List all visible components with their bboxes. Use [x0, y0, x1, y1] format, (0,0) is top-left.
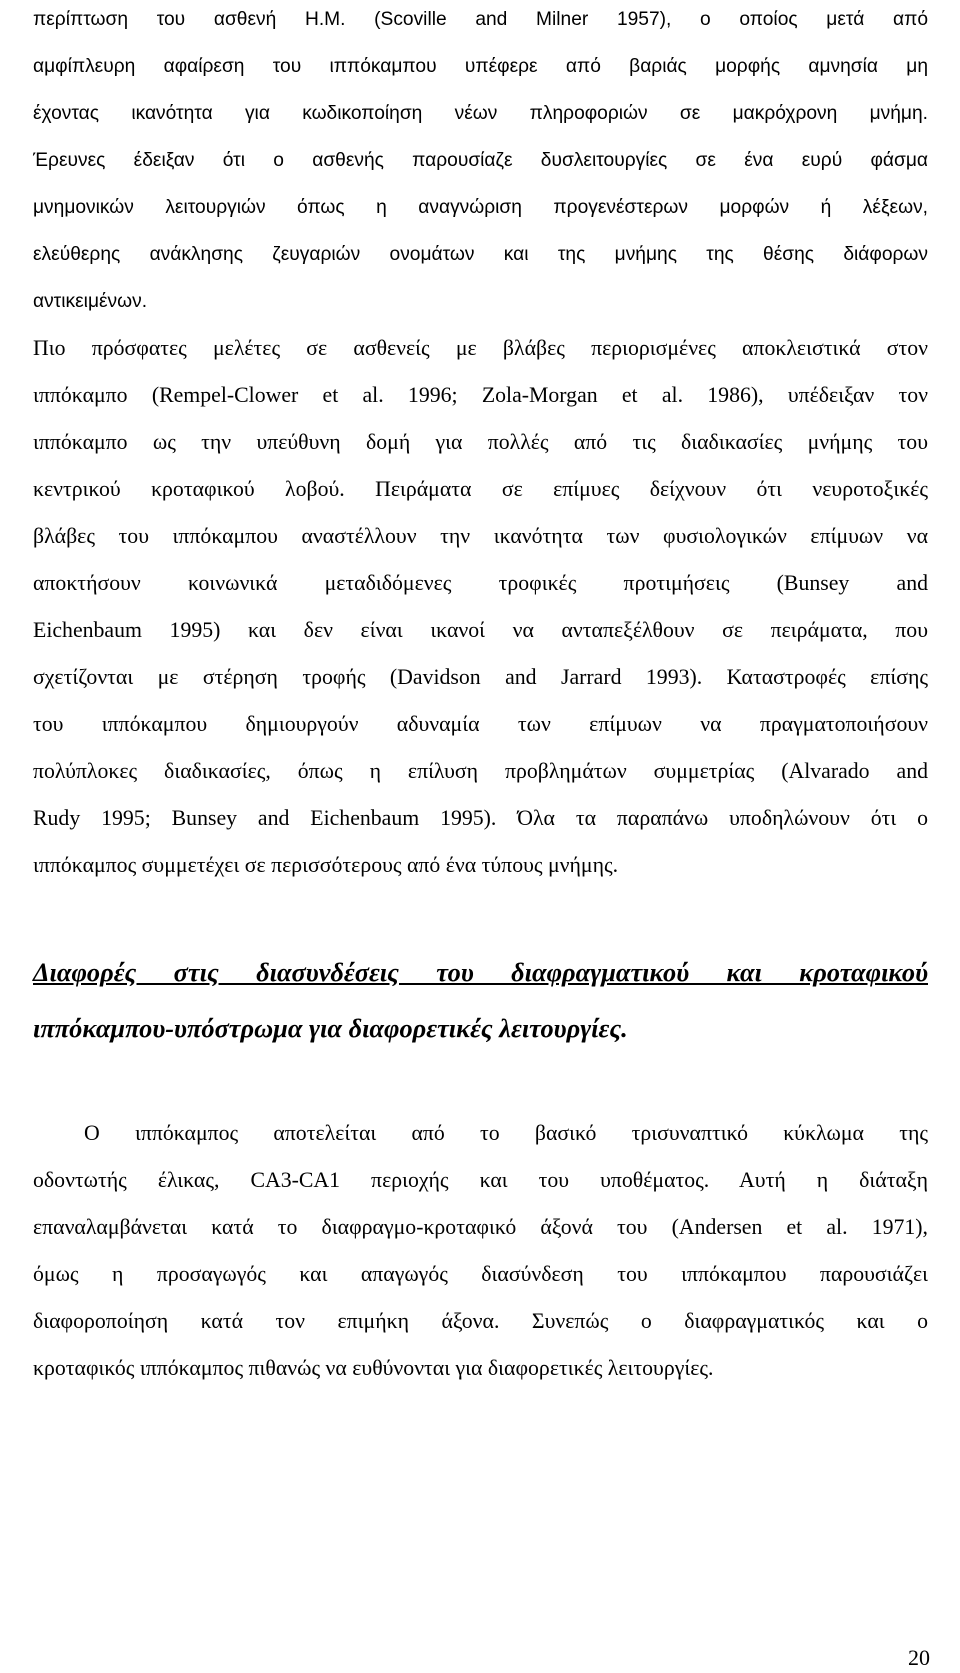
- paragraph3-line-2: οδοντωτής έλικας, CA3-CA1 περιοχής και του υποθέματος. Αυτή η διάταξη: [33, 1168, 928, 1192]
- paragraph3-line-4: όμως η προσαγωγός και απαγωγός διασύνδεση του ιππόκαμπου παρουσιάζει: [33, 1262, 928, 1286]
- section-heading-line-1: [33, 949, 928, 995]
- paragraph1-line-5: μνημονικών λειτουργιών όπως η αναγνώριση προγενέστερων μορφών ή λέξεων,: [33, 197, 928, 218]
- section-heading-line-2: [33, 1005, 928, 1051]
- paragraph1-line-4: Έρευνες έδειξαν ότι ο ασθενής παρουσίαζε δυσλειτουργίες σε ένα ευρύ φάσμα: [33, 150, 928, 171]
- paragraph2-line-5: βλάβες του ιππόκαμπου αναστέλλουν την ικανότητα των φυσιολογικών επίμυων να: [33, 524, 928, 548]
- paragraph2-line-12: ιππόκαμπος συμμετέχει σε περισσότερους από ένα τύπους μνήμης.: [33, 853, 619, 877]
- paragraph2-line-9: του ιππόκαμπου δημιουργούν αδυναμία των επίμυων να πραγματοποιήσουν: [33, 712, 928, 736]
- section-heading-text-1: Διαφορές στις διασυνδέσεις του διαφραγματικού και κροταφικού: [33, 957, 928, 987]
- paragraph1-line-6: ελεύθερης ανάκλησης ζευγαριών ονομάτων και της μνήμης της θέσης διάφορων: [33, 244, 928, 265]
- paragraph3-line-5: διαφοροποίηση κατά τον επιμήκη άξονα. Συνεπώς ο διαφραγματικός και ο: [33, 1309, 928, 1333]
- paragraph3-line-6: κροταφικός ιππόκαμπος πιθανώς να ευθύνονται για διαφορετικές λειτουργίες.: [33, 1356, 714, 1380]
- paragraph2-line-8: σχετίζονται με στέρηση τροφής (Davidson and Jarrard 1993). Καταστροφές επίσης: [33, 665, 928, 689]
- paragraph1-line-7: αντικειμένων.: [33, 291, 148, 312]
- page-number: 20: [908, 1645, 930, 1670]
- paragraph2-line-10: πολύπλοκες διαδικασίες, όπως η επίλυση προβλημάτων συμμετρίας (Alvarado and: [33, 759, 928, 783]
- paragraph1-line-3: έχοντας ικανότητα για κωδικοποίηση νέων πληροφοριών σε μακρόχρονη μνήμη.: [33, 103, 928, 124]
- paragraph2-line-6: αποκτήσουν κοινωνικά μεταδιδόμενες τροφικές προτιμήσεις (Bunsey and: [33, 571, 928, 595]
- paragraph3-line-3: επαναλαμβάνεται κατά το διαφραγμο-κροταφικό άξονά του (Andersen et al. 1971),: [33, 1215, 928, 1239]
- paragraph1-line-1: περίπτωση του ασθενή Η.Μ. (Scoville and Milner 1957), ο οποίος μετά από: [33, 9, 928, 30]
- paragraph2-line-7: Eichenbaum 1995) και δεν είναι ικανοί να ανταπεξέλθουν σε πειράματα, που: [33, 618, 928, 642]
- paragraph2-line-1: Πιο πρόσφατες μελέτες σε ασθενείς με βλάβες περιορισμένες αποκλειστικά στον: [33, 336, 928, 360]
- paragraph2-line-2: ιππόκαμπο (Rempel-Clower et al. 1996; Zola-Morgan et al. 1986), υπέδειξαν τον: [33, 383, 928, 407]
- paragraph2-line-4: κεντρικού κροταφικού λοβού. Πειράματα σε επίμυες δείχνουν ότι νευροτοξικές: [33, 477, 928, 501]
- paragraph1-line-2: αμφίπλευρη αφαίρεση του ιππόκαμπου υπέφερε από βαριάς μορφής αμνησία μη: [33, 56, 928, 77]
- paragraph3-line-1: Ο ιππόκαμπος αποτελείται από το βασικό τρισυναπτικό κύκλωμα της: [84, 1121, 928, 1145]
- paragraph2-line-11: Rudy 1995; Bunsey and Eichenbaum 1995). Όλα τα παραπάνω υποδηλώνουν ότι ο: [33, 806, 928, 830]
- section-heading-text-2: ιππόκαμπου-υπόστρωμα για διαφορετικές λειτουργίες.: [33, 1013, 628, 1043]
- paragraph2-line-3: ιππόκαμπο ως την υπεύθυνη δομή για πολλές από τις διαδικασίες μνήμης του: [33, 430, 928, 454]
